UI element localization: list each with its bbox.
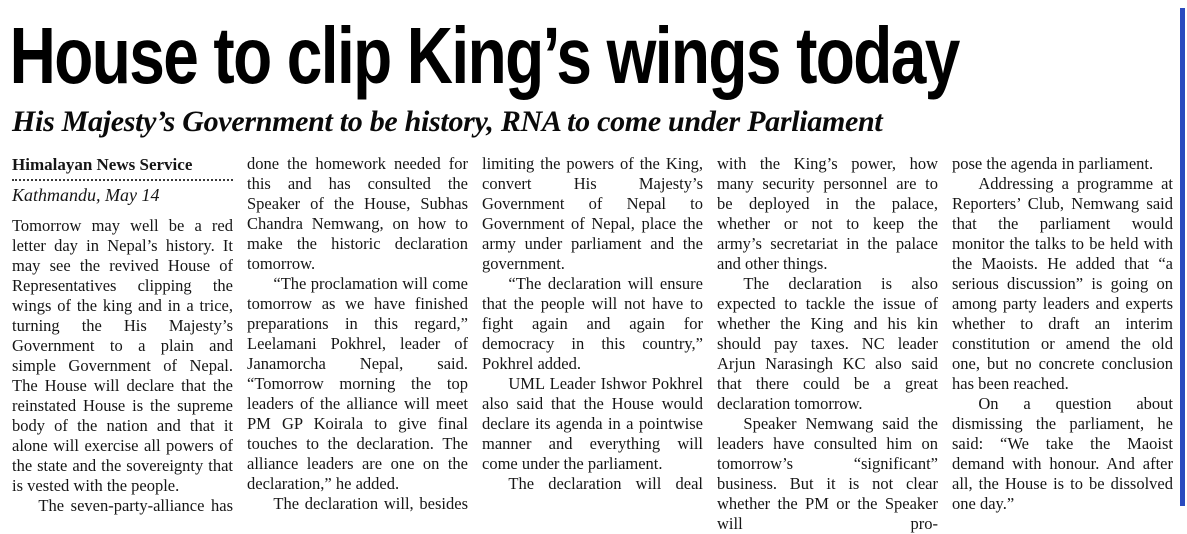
- paragraph: UML Leader Ishwor Pokhrel also said that the House would declare its agenda in a pointwise manner and everything will come under the parliament.: [482, 373, 703, 473]
- byline-agency: Himalayan News Service: [12, 154, 193, 174]
- column-2: [247, 154, 468, 534]
- column-3: [482, 154, 703, 534]
- paragraph: “The declaration will ensure that the people will not have to fight again and again for democracy in this country,” Pokhrel added.: [482, 273, 703, 373]
- paragraph: Tomorrow may well be a red letter day in Nepal’s history. It may see the revived House of Representatives clipping the wings of the king and in a trice, turning the His Majesty’s Government to a plain and simple Government of Nepal. The House will declare that the reinstated House is the supreme body of the nation and that it alone will exercise all powers of the state and the sovereignty that is vested with the people.: [12, 215, 233, 495]
- headline: House to clip King’s wings today: [9, 11, 959, 100]
- paragraph: Addressing a programme at Reporters’ Club, Nemwang said that the parliament would monitor the talks to be held with the Maoists. He added that “a serious discussion” is going on among party leaders and experts whether to draft an interim constitution or amend the old one, but no concrete conclusion has been reached.: [952, 173, 1173, 393]
- paragraph: done the homework needed for this and has consulted the Speaker of the House, Subhas Chandra Nemwang, on how to make the historic declaration tomorrow.: [247, 153, 468, 273]
- column-4: [717, 154, 938, 534]
- paragraph: limiting the powers of the King, convert His Majesty’s Government of Nepal to Government of Nepal, place the army under parliament and the government.: [482, 153, 703, 273]
- byline-divider: [12, 177, 233, 181]
- byline-block: [12, 154, 233, 207]
- byline-dateline: Kathmandu, May 14: [12, 184, 160, 205]
- paragraph: On a question about dismissing the parliament, he said: “We take the Maoist demand with honour. And after all, the House is to be dissolved one day.”: [952, 393, 1173, 513]
- subheadline: His Majesty’s Government to be history, RNA to come under Parliament: [12, 105, 883, 138]
- paragraph: with the King’s power, how many security personnel are to be deployed in the palace, whether or not to keep the army’s secretariat in the palace and other things.: [717, 153, 938, 273]
- paragraph: The seven-party-alliance has: [38, 495, 233, 515]
- right-edge-blue-rule: [1180, 8, 1185, 506]
- paragraph: pose the agenda in parliament.: [952, 153, 1154, 173]
- paragraph: The declaration will deal: [508, 473, 703, 493]
- paragraph: Speaker Nemwang said the leaders have consulted him on tomorrow’s “significant” business. But it is not clear whether the PM or the Speaker will pro-: [717, 413, 938, 533]
- column-1: [12, 154, 233, 534]
- paragraph: The declaration will, besides: [273, 493, 468, 513]
- paragraph: The declaration is also expected to tackle the issue of whether the King and his kin should pay taxes. NC leader Arjun Narasingh KC also said that there could be a great declaration tomorrow.: [717, 273, 938, 413]
- paragraph: “The proclamation will come tomorrow as we have finished preparations in this regard,” Leelamani Pokhrel, leader of Janamorcha Nepal, said. “Tomorrow morning the top leaders of the alliance will meet PM GP Koirala to give final touches to the declaration. The alliance leaders are one on the declaration,” he added.: [247, 273, 468, 493]
- column-5: [952, 154, 1173, 534]
- article-columns: [0, 154, 1187, 534]
